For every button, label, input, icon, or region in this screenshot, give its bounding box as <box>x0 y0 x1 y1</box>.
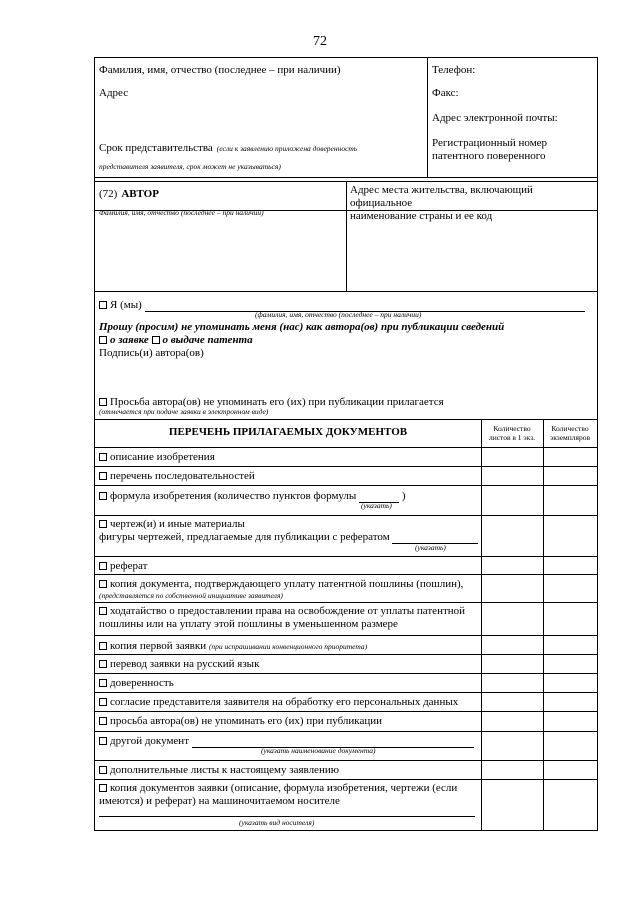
doc-item: копия документов заявки (описание, формула изобретения, чертежи (если имеются) и реферат) на машиночитаемом носителе <box>99 782 458 807</box>
doc-item: дополнительные листы к настоящему заявлению <box>99 764 339 777</box>
doc-note: (указать) <box>361 501 392 510</box>
email-label: Адрес электронной почты: <box>432 112 558 124</box>
doc-item: другой документ <box>99 735 474 748</box>
doc-checkbox[interactable] <box>99 660 107 668</box>
doc-item: копия первой заявки (при испрашивании конвенционного приоритета) <box>99 640 367 653</box>
author-note: Фамилия, имя, отчество (последнее – при наличии) <box>99 208 264 217</box>
author-heading: (72) АВТОР Фамилия, имя, отчество (последнее – при наличии) <box>99 188 264 217</box>
reg-label: Регистрационный номер патентного поверенного <box>432 137 548 162</box>
term-note-2: представителя заявителя, срок может не указываться) <box>99 162 281 171</box>
phone-label: Телефон: <box>432 64 476 76</box>
author-address-label: Адрес места жительства, включающий официальное наименование страны и ее код <box>350 184 533 222</box>
signature-label: Подпись(и) автора(ов) <box>99 347 204 359</box>
doc-checkbox[interactable] <box>99 737 107 745</box>
doc-checkbox[interactable] <box>99 562 107 570</box>
doc-checkbox[interactable] <box>99 784 107 792</box>
doc-note: (указать наименование документа) <box>261 746 376 755</box>
we-label: Я (мы) <box>110 299 142 311</box>
doc-checkbox[interactable] <box>99 472 107 480</box>
full-name-label: Фамилия, имя, отчество (последнее – при наличии) <box>99 64 341 76</box>
doc-item: просьба автора(ов) не упоминать его (их) при публикации <box>99 715 382 728</box>
we-checkbox[interactable] <box>99 301 107 309</box>
doc-item: доверенность <box>99 677 174 690</box>
we-note: (фамилия, имя, отчество (последнее – при наличии) <box>255 310 422 319</box>
doc-checkbox[interactable] <box>99 607 107 615</box>
opt-patent-checkbox[interactable] <box>152 336 160 344</box>
term-note-1: (если к заявлению приложена доверенность <box>216 144 358 153</box>
doc-checkbox[interactable] <box>99 698 107 706</box>
doc-item: описание изобретения <box>99 451 215 464</box>
author-title: АВТОР <box>121 188 159 200</box>
doc-checkbox[interactable] <box>99 453 107 461</box>
col-sheets-header: Количество листов в 1 экз. <box>488 424 536 442</box>
ask-text: Прошу (просим) не упоминать меня (нас) как автора(ов) при публикации сведений <box>99 321 505 333</box>
fax-label: Факс: <box>432 87 459 99</box>
docs-title: ПЕРЕЧЕНЬ ПРИЛАГАЕМЫХ ДОКУМЕНТОВ <box>168 426 408 438</box>
attached-line: Просьба автора(ов) не упоминать его (их) при публикации прилагается <box>99 396 444 409</box>
doc-checkbox[interactable] <box>99 520 107 528</box>
doc-checkbox[interactable] <box>99 766 107 774</box>
page-number: 72 <box>313 34 327 49</box>
form-frame <box>94 57 598 831</box>
attached-checkbox[interactable] <box>99 398 107 406</box>
opt-application-checkbox[interactable] <box>99 336 107 344</box>
doc-item: формула изобретения (количество пунктов формулы ) <box>99 490 405 503</box>
doc-note: (представляется по собственной инициативе заявителя) <box>99 591 283 600</box>
term-block <box>99 138 357 174</box>
doc-checkbox[interactable] <box>99 717 107 725</box>
doc-note: (указать вид носителя) <box>239 818 315 827</box>
doc-item: перевод заявки на русский язык <box>99 658 259 671</box>
doc-checkbox[interactable] <box>99 580 107 588</box>
col-copies-header: Количество экземпляров <box>549 424 591 442</box>
media-field[interactable] <box>99 816 475 817</box>
doc-checkbox[interactable] <box>99 679 107 687</box>
ask-options: о заявке о выдаче патента <box>99 334 253 347</box>
doc-note: (при испрашивании конвенционного приоритета) <box>208 642 368 651</box>
address-label: Адрес <box>99 87 129 99</box>
doc-item: копия документа, подтверждающего уплату патентной пошлины (пошлин), <box>99 578 463 591</box>
doc-item: ходатайство о предоставлении права на освобождение от уплаты патентной пошлины или на уплату этой пошлины в уменьшенном размере <box>99 605 466 630</box>
doc-item: согласие представителя заявителя на обработку его персональных данных <box>99 696 458 709</box>
attached-note: (отмечается при подаче заявки в электронном виде) <box>99 407 269 416</box>
doc-item: реферат <box>99 560 147 573</box>
doc-item: чертеж(и) и иные материалы фигуры чертежей, предлагаемые для публикации с рефератом <box>99 518 478 544</box>
doc-item: перечень последовательностей <box>99 470 255 483</box>
doc-checkbox[interactable] <box>99 492 107 500</box>
term-label: Срок представительства <box>99 142 213 154</box>
doc-checkbox[interactable] <box>99 642 107 650</box>
doc-note: (указать) <box>415 543 446 552</box>
